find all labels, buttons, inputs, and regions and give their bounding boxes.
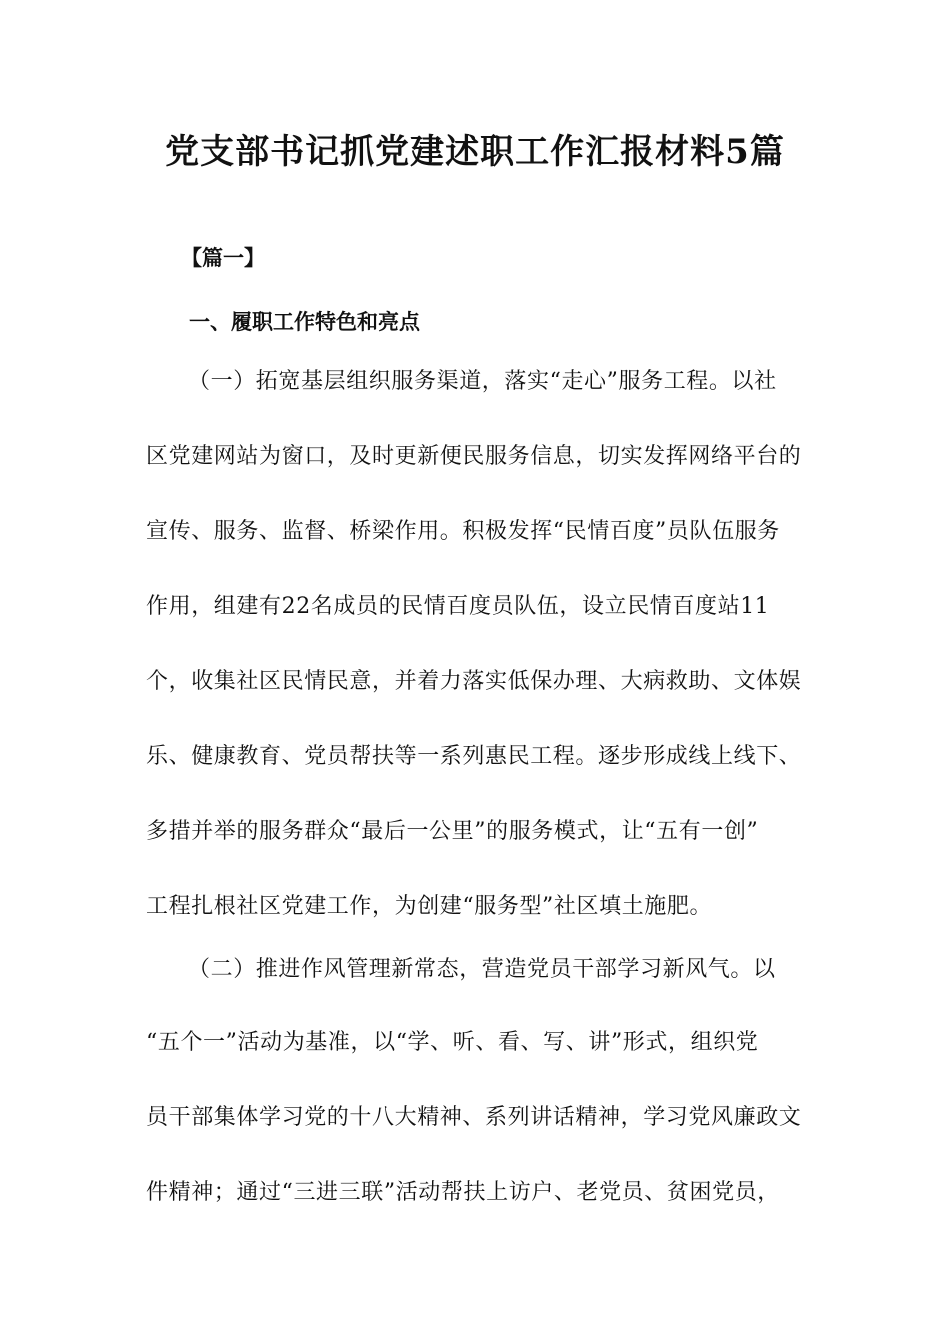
body-line: 多措并举的服务群众“最后一公里”的服务模式，让“五有一创” [146,819,759,844]
body-line: 员干部集体学习党的十八大精神、系列讲话精神，学习党风廉政文 [146,1105,802,1130]
body-line: 件精神；通过“三进三联”活动帮扶上访户、老党员、贫困党员， [146,1180,780,1205]
body-line: （一）拓宽基层组织服务渠道，落实“走心”服务工程。以社 [188,369,777,394]
body-line: 乐、健康教育、党员帮扶等一系列惠民工程。逐步形成线上线下、 [146,744,802,769]
document-title: 党支部书记抓党建述职工作汇报材料5篇 [165,132,785,172]
body-line: 宣传、服务、监督、桥梁作用。积极发挥“民情百度”员队伍服务 [146,519,780,544]
body-line: 工程扎根社区党建工作，为创建“服务型”社区填土施肥。 [146,894,713,919]
body-line: （二）推进作风管理新常态，营造党员干部学习新风气。以 [188,957,776,982]
body-line: 区党建网站为窗口，及时更新便民服务信息，切实发挥网络平台的 [146,444,802,469]
body-line: “五个一”活动为基准，以“学、听、看、写、讲”形式，组织党 [146,1030,759,1055]
body-line: 作用，组建有22名成员的民情百度员队伍，设立民情百度站11 [146,594,770,619]
body-line: 个，收集社区民情民意，并着力落实低保办理、大病救助、文体娱 [146,669,802,694]
section-heading: 一、履职工作特色和亮点 [189,309,420,334]
section-tag: 【篇一】 [181,245,265,270]
